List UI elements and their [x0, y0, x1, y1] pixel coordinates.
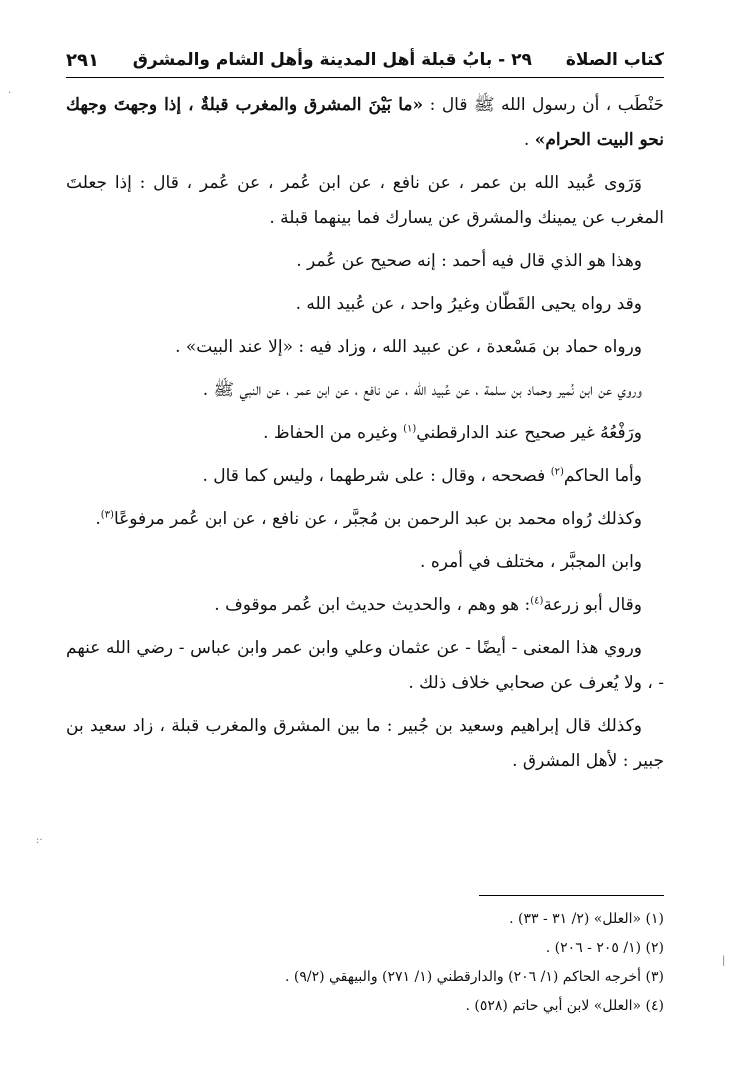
- paragraph-8-text: وأما الحاكم: [563, 466, 642, 486]
- footnote-ref-4[interactable]: (٤): [530, 595, 544, 607]
- scan-speck-top: ·: [8, 88, 12, 99]
- paragraph-11-end: : هو وهم ، والحديث حديث ابن عُمر موقوف .: [214, 595, 531, 615]
- paragraph-7-text: ورَفْعُهُ غير صحيح عند الدارقطني: [416, 423, 642, 443]
- footnote-divider: [479, 895, 664, 896]
- page-number: ٢٩١: [66, 50, 99, 71]
- scan-speck-margin: ·:: [36, 835, 43, 846]
- paragraph-3: وهذا هو الذي قال فيه أحمد : إنه صحيح عن عُمر .: [296, 251, 642, 271]
- paragraph-4: وقد رواه يحيى القَطّان وغيرُ واحد ، عن عُبيد الله .: [295, 294, 642, 314]
- paragraph-8-end: فصححه ، وقال : على شرطهما ، وليس كما قال .: [202, 466, 546, 486]
- paragraph-1: [66, 88, 664, 158]
- footnote-ref-3[interactable]: (٣): [100, 509, 114, 521]
- header-chapter: كتاب الصلاة: [565, 50, 664, 70]
- footnote-ref-1[interactable]: (١): [403, 423, 417, 435]
- main-text: [66, 88, 664, 787]
- footnote-1: (١) «العلل» (٢/ ٣١ - ٣٣) .: [509, 911, 664, 927]
- footnote-2: (٢) (١/ ٢٠٥ - ٢٠٦) .: [545, 940, 664, 956]
- footnote-4: (٤) «العلل» لابن أبي حاتم (٥٢٨) .: [465, 998, 664, 1014]
- paragraph-1-text: حَنْطَب ، أن رسول الله ﷺ قال :: [423, 95, 665, 115]
- paragraph-9: [66, 502, 664, 537]
- paragraph-8: [66, 459, 664, 494]
- paragraph-11-text: وقال أبو زرعة: [543, 595, 642, 615]
- paragraph-9-text: وكذلك رُواه محمد بن عبد الرحمن بن مُجبَّر ، عن نافع ، عن ابن عُمر مرفوعًا: [113, 509, 642, 529]
- header-title: [133, 50, 664, 70]
- paragraph-2: وَرَوى عُبيد الله بن عمر ، عن نافع ، عن ابن عُمر ، عن عُمر ، قال : إذا جعلتَ المغرب عن يمينك والمشرق عن يسارك فما بينهما قبلة .: [66, 173, 664, 228]
- running-header: [66, 44, 664, 84]
- paragraph-7-end: وغيره من الحفاظ .: [263, 423, 398, 443]
- paragraph-13: وكذلك قال إبراهيم وسعيد بن جُبير : ما بين المشرق والمغرب قبلة ، زاد سعيد بن جبير : لأهل المشرق .: [66, 716, 664, 771]
- footnote-3: (٣) أخرجه الحاكم (١/ ٢٠٦) والدارقطني (١/ ٢٧١) والبيهقي (٩/٢) .: [284, 969, 664, 985]
- hadith-quote: «ما بَيْنَ المشرق والمغرب قبلةٌ ، إذا وجهتَ وجهك نحو البيت الحرام»: [66, 95, 664, 150]
- paragraph-9-end: .: [95, 509, 101, 529]
- footnote-ref-2[interactable]: (٢): [550, 466, 564, 478]
- header-divider: [66, 77, 664, 78]
- header-section-title: ٢٩ - بابُ قبلة أهل المدينة وأهل الشام والمشرق: [132, 50, 532, 70]
- paragraph-11: [66, 588, 664, 623]
- paragraph-7: [66, 416, 664, 451]
- paragraph-6: وروي عن ابن نُمير وحماد بن سلمة ، عن عُبيد الله ، عن نافع ، عن ابن عمر ، عن النبي ﷺ .: [202, 380, 642, 400]
- paragraph-1-end: .: [523, 130, 535, 150]
- paragraph-5: ورواه حماد بن مَسْعدة ، عن عبيد الله ، وزاد فيه : «إلا عند البيت» .: [175, 337, 642, 357]
- paragraph-10: وابن المجبَّر ، مختلف في أمره .: [420, 552, 642, 572]
- scan-edge-mark: |: [722, 955, 726, 966]
- footnotes: [66, 905, 664, 1021]
- paragraph-12: وروي هذا المعنى - أيضًا - عن عثمان وعلي وابن عمر وابن عباس - رضي الله عنهم - ، ولا يُعرف عن صحابي خلاف ذلك .: [66, 638, 664, 693]
